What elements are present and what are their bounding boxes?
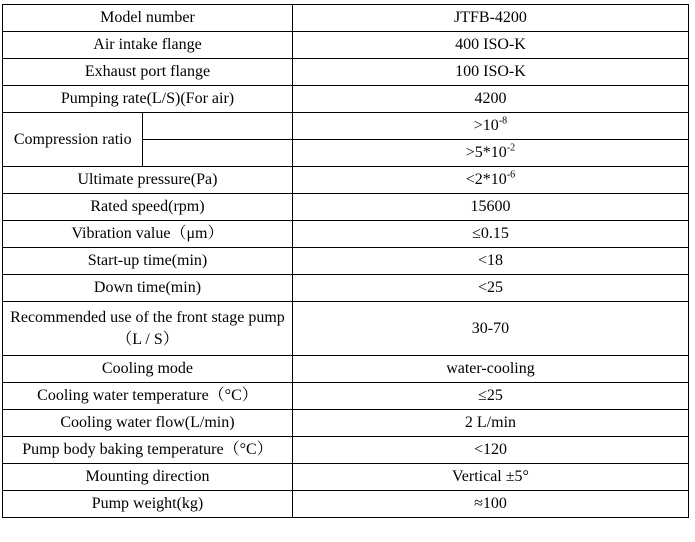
spec-value: <120 xyxy=(292,437,688,464)
spec-label: Pumping rate(L/S)(For air) xyxy=(3,86,293,113)
spec-value: ≤25 xyxy=(292,383,688,410)
spec-label: Mounting direction xyxy=(3,464,293,491)
spec-value: 15600 xyxy=(292,194,688,221)
spec-label: Cooling mode xyxy=(3,356,293,383)
compression-value-2-base: >5*10 xyxy=(465,144,507,161)
spec-value: 100 ISO-K xyxy=(292,59,688,86)
table-row xyxy=(3,302,689,356)
compression-ratio-label: Compression ratio xyxy=(3,113,143,167)
table-row xyxy=(3,167,689,194)
table-row xyxy=(3,194,689,221)
spec-value: 2 L/min xyxy=(292,410,688,437)
spec-value: <25 xyxy=(292,275,688,302)
empty-cell xyxy=(143,113,293,140)
table-row xyxy=(3,32,689,59)
spec-label: Model number xyxy=(3,5,293,32)
table-row xyxy=(3,437,689,464)
table-row xyxy=(3,86,689,113)
spec-value: Vertical ±5° xyxy=(292,464,688,491)
table-row xyxy=(3,275,689,302)
spec-label: Start-up time(min) xyxy=(3,248,293,275)
spec-value: ≤0.15 xyxy=(292,221,688,248)
spec-value: water-cooling xyxy=(292,356,688,383)
spec-value: <18 xyxy=(292,248,688,275)
compression-value-1-base: >10 xyxy=(473,117,499,134)
spec-label: Vibration value（μm） xyxy=(3,221,293,248)
table-row xyxy=(3,221,689,248)
spec-label: Recommended use of the front stage pump（L / S） xyxy=(3,302,293,356)
table-row xyxy=(3,113,689,140)
table-row xyxy=(3,491,689,518)
spec-label: Rated speed(rpm) xyxy=(3,194,293,221)
spec-value: 30-70 xyxy=(292,302,688,356)
spec-value: 4200 xyxy=(292,86,688,113)
spec-label: Cooling water flow(L/min) xyxy=(3,410,293,437)
spec-value: 400 ISO-K xyxy=(292,32,688,59)
spec-value: JTFB-4200 xyxy=(292,5,688,32)
ultimate-pressure-base: <2*10 xyxy=(465,171,507,188)
table-row xyxy=(3,383,689,410)
spec-label: Air intake flange xyxy=(3,32,293,59)
spec-value xyxy=(292,167,688,194)
spec-label: Ultimate pressure(Pa) xyxy=(3,167,293,194)
table-row xyxy=(3,464,689,491)
table-row xyxy=(3,5,689,32)
table-row xyxy=(3,356,689,383)
compression-value-1-exp: -8 xyxy=(498,115,508,127)
spec-label: Cooling water temperature（°C） xyxy=(3,383,293,410)
spec-label: Pump body baking temperature（°C） xyxy=(3,437,293,464)
table-row xyxy=(3,248,689,275)
spec-label: Pump weight(kg) xyxy=(3,491,293,518)
table-row xyxy=(3,59,689,86)
compression-value-2-exp: -2 xyxy=(506,142,516,154)
spec-table xyxy=(2,4,689,518)
compression-value-1 xyxy=(292,113,688,140)
spec-label: Down time(min) xyxy=(3,275,293,302)
compression-value-2 xyxy=(292,140,688,167)
spec-value: ≈100 xyxy=(292,491,688,518)
ultimate-pressure-exp: -6 xyxy=(506,169,516,181)
table-row xyxy=(3,410,689,437)
empty-cell xyxy=(143,140,293,167)
spec-label: Exhaust port flange xyxy=(3,59,293,86)
